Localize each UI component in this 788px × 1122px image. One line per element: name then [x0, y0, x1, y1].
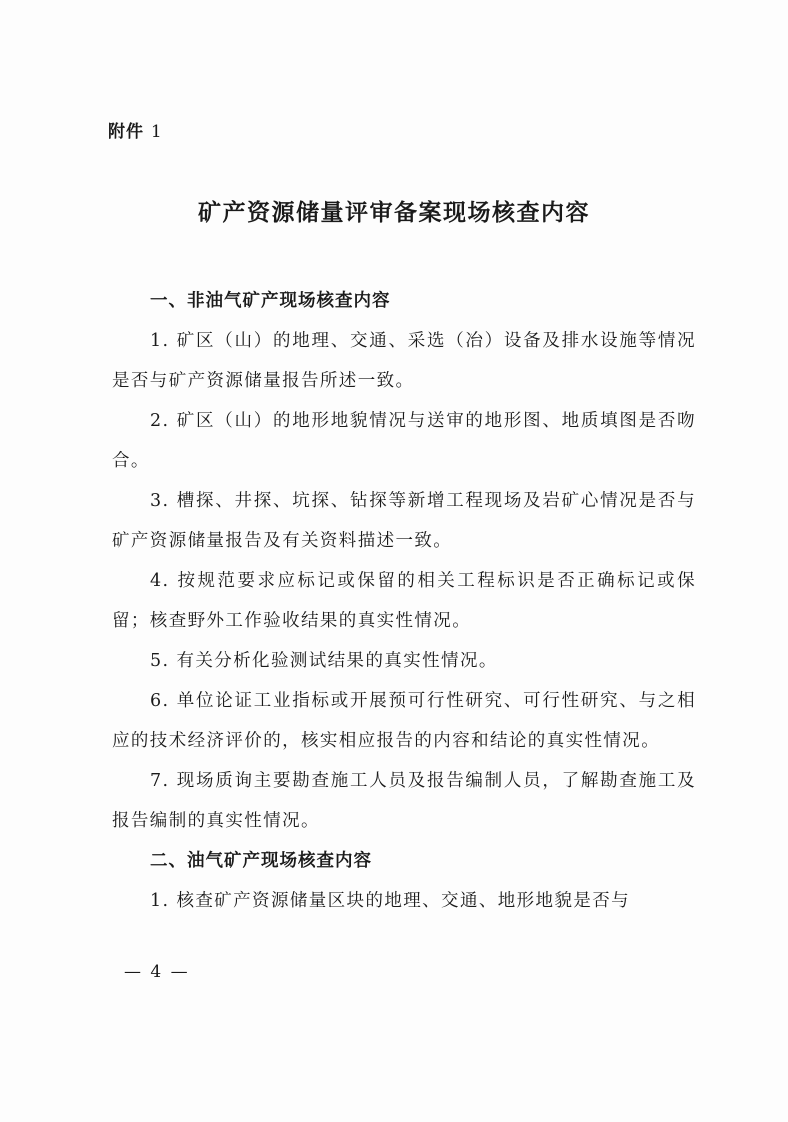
paragraph-oil-gas-item-1: 1. 核查矿产资源储量区块的地理、交通、地形地貌是否与 — [150, 891, 631, 911]
paragraph-item-7: 7. 现场质询主要勘查施工人员及报告编制人员，了解勘查施工及报告编制的真实性情况。 — [112, 771, 696, 831]
attachment-label-text: 附件 — [108, 122, 144, 142]
section-heading-oil-gas: 二、油气矿产现场核查内容 — [150, 851, 372, 871]
attachment-number: 1 — [150, 122, 163, 142]
paragraph-item-4: 4. 按规范要求应标记或保留的相关工程标识是否正确标记或保留；核查野外工作验收结果的真实性情况。 — [112, 571, 696, 631]
attachment-label — [108, 117, 163, 142]
page-number: — 4 — — [124, 962, 190, 982]
paragraph-item-5: 5. 有关分析化验测试结果的真实性情况。 — [150, 651, 498, 671]
document-body — [112, 281, 696, 921]
paragraph-item-6: 6. 单位论证工业指标或开展预可行性研究、可行性研究、与之相应的技术经济评价的，核实相应报告的内容和结论的真实性情况。 — [112, 691, 696, 751]
paragraph-item-3: 3. 槽探、井探、坑探、钻探等新增工程现场及岩矿心情况是否与矿产资源储量报告及有关资料描述一致。 — [112, 491, 696, 551]
paragraph-item-2: 2. 矿区（山）的地形地貌情况与送审的地形图、地质填图是否吻合。 — [112, 411, 696, 471]
document-title: 矿产资源储量评审备案现场核查内容 — [198, 200, 590, 226]
section-heading-non-oil-gas: 一、非油气矿产现场核查内容 — [150, 291, 391, 311]
paragraph-item-1: 1. 矿区（山）的地理、交通、采选（冶）设备及排水设施等情况是否与矿产资源储量报告所述一致。 — [112, 331, 696, 391]
